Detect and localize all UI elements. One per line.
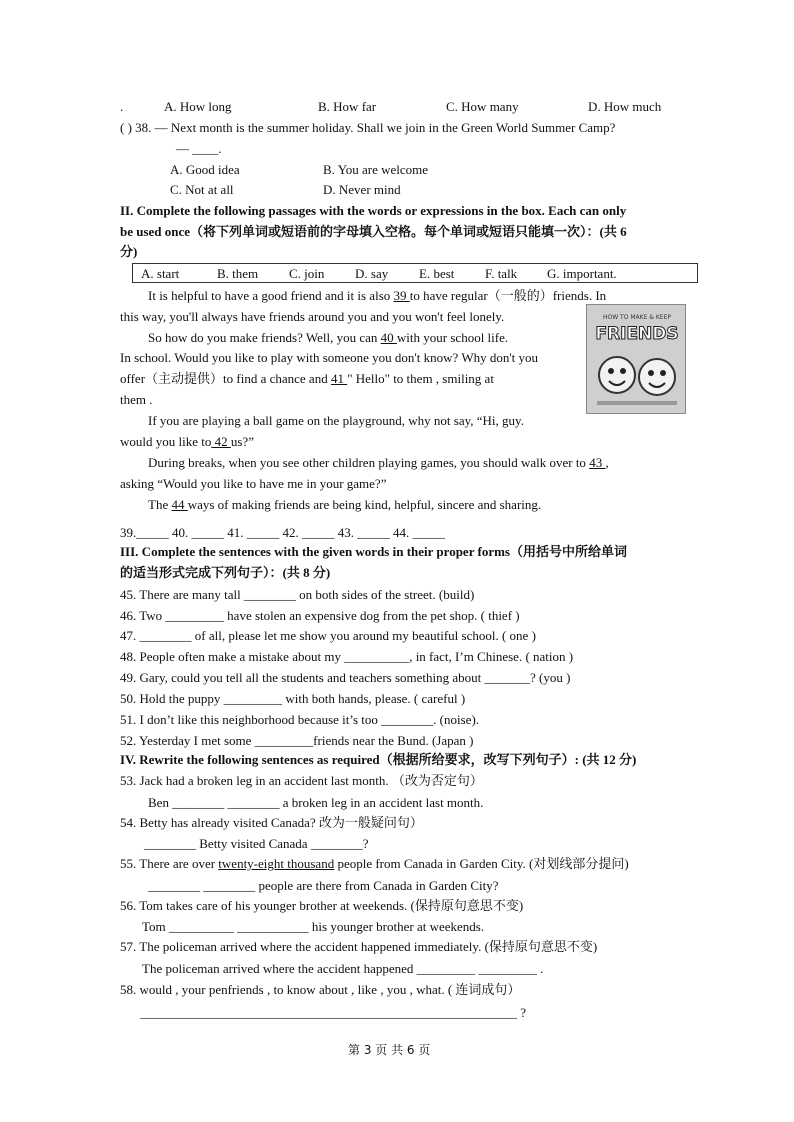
q56: 56. Tom takes care of his younger brother at weekends. (保持原句意思不变) bbox=[120, 898, 524, 913]
q53-answer: Ben ________ ________ a broken leg in an accident last month. bbox=[148, 795, 484, 810]
blank-43: 43 bbox=[589, 455, 606, 470]
q56-answer: Tom __________ ___________ his younger brother at weekends. bbox=[142, 919, 485, 934]
q38-answer-line: — ____. bbox=[176, 141, 222, 156]
q37-option-a: A. How long bbox=[164, 99, 232, 114]
q55-underlined: twenty-eight thousand bbox=[218, 856, 335, 871]
passage-line-9: During breaks, when you see other children playing games, you should walk over to 43 , bbox=[148, 455, 609, 470]
section3-heading-2: 的适当形式完成下列句子）：(共 8 分) bbox=[120, 565, 331, 580]
section4-heading: IV. Rewrite the following sentences as required（根据所给要求，改写下列句子）: (共 12 分) bbox=[120, 752, 637, 767]
q52: 52. Yesterday I met some _________friends near the Bund. (Japan ) bbox=[120, 733, 474, 748]
passage-line-11: The 44 ways of making friends are being kind, helpful, sincere and sharing. bbox=[148, 497, 542, 512]
q38-option-c: C. Not at all bbox=[170, 182, 234, 197]
q47: 47. ________ of all, please let me show you around my beautiful school. ( one ) bbox=[120, 628, 536, 643]
q38-question: ( ) 38. — Next month is the summer holiday. Shall we join in the Green World Summer Camp? bbox=[120, 120, 616, 135]
q46: 46. Two _________ have stolen an expensive dog from the pet shop. ( thief ) bbox=[120, 608, 520, 623]
picture-top-text: HOW TO MAKE & KEEP bbox=[602, 314, 672, 321]
picture-title-text: FRIENDS bbox=[595, 324, 679, 344]
q38-option-d: D. Never mind bbox=[323, 182, 401, 197]
friends-book-picture bbox=[586, 304, 686, 414]
friends-book-illustration bbox=[587, 305, 686, 414]
q48: 48. People often make a mistake about my __________, in fact, I’m Chinese. ( nation ) bbox=[120, 649, 574, 664]
q58-answer: __________________________________________________________ ? bbox=[140, 1005, 527, 1020]
q54: 54. Betty has already visited Canada? 改为一般疑问句） bbox=[120, 815, 423, 830]
blank-39: 39 bbox=[393, 288, 410, 303]
q49: 49. Gary, could you tell all the students and teachers something about _______? (you ) bbox=[120, 670, 571, 685]
section2-heading-3: 分) bbox=[120, 244, 138, 259]
passage-line-3: So how do you make friends? Well, you can 40 with your school life. bbox=[148, 330, 509, 345]
word-box bbox=[132, 263, 698, 283]
blank-42: 42 bbox=[211, 434, 231, 449]
blank-41: 41 bbox=[330, 371, 348, 386]
blank-40: 40 bbox=[380, 330, 397, 345]
q38-option-a: A. Good idea bbox=[170, 162, 240, 177]
word-box-b: B. them bbox=[217, 266, 259, 281]
passage-line-10: asking “Would you like to have me in your game?” bbox=[120, 476, 387, 491]
passage-line-8: would you like to 42 us?” bbox=[120, 434, 254, 449]
passage-line-2: this way, you'll always have friends around you and you won't feel lonely. bbox=[120, 309, 505, 324]
passage-line-1: It is helpful to have a good friend and it is also 39 to have regular（一般的）friends. In bbox=[148, 288, 607, 303]
q55: 55. There are over twenty-eight thousand people from Canada in Garden City. (对划线部分提问) bbox=[120, 856, 629, 871]
word-box-f: F. talk bbox=[485, 266, 518, 281]
word-box-d: D. say bbox=[355, 266, 389, 281]
q53: 53. Jack had a broken leg in an accident last month. （改为否定句） bbox=[120, 773, 483, 788]
section2-heading-2: be used once（将下列单词或短语前的字母填入空格。每个单词或短语只能填一次）：(共 6 bbox=[120, 224, 627, 239]
word-box-c: C. join bbox=[289, 266, 325, 281]
q37-option-c: C. How many bbox=[446, 99, 519, 114]
q51: 51. I don’t like this neighborhood because it’s too ________. (noise). bbox=[120, 712, 480, 727]
blank-44: 44 bbox=[171, 497, 188, 512]
q57-answer: The policeman arrived where the accident happened _________ _________ . bbox=[142, 961, 544, 976]
passage-line-4: In school. Would you like to play with someone you don't know? Why don't you bbox=[120, 350, 539, 365]
word-box-a: A. start bbox=[141, 266, 180, 281]
q38-option-b: B. You are welcome bbox=[323, 162, 429, 177]
q58: 58. would , your penfriends , to know about , like , you , what. ( 连词成句） bbox=[120, 982, 521, 997]
q45: 45. There are many tall ________ on both sides of the street. (build) bbox=[120, 587, 475, 602]
passage-line-5: offer（主动提供）to find a chance and 41 " Hello" to them , smiling at bbox=[120, 371, 494, 386]
q57: 57. The policeman arrived where the accident happened immediately. (保持原句意思不变) bbox=[120, 939, 598, 954]
q37-option-b: B. How far bbox=[318, 99, 377, 114]
page-footer: 第 3 页 共 6 页 bbox=[348, 1043, 431, 1057]
passage-line-7: If you are playing a ball game on the playground, why not say, “Hi, guy. bbox=[148, 413, 524, 428]
q55-answer: ________ ________ people are there from Canada in Garden City? bbox=[148, 878, 499, 893]
word-box-e: E. best bbox=[419, 266, 455, 281]
word-box-g: G. important. bbox=[547, 266, 617, 281]
q37-dot: . bbox=[120, 99, 124, 114]
passage-line-6: them . bbox=[120, 392, 153, 407]
q50: 50. Hold the puppy _________ with both hands, please. ( careful ) bbox=[120, 691, 466, 706]
q37-option-d: D. How much bbox=[588, 99, 662, 114]
section2-answer-row: 39._____ 40. _____ 41. _____ 42. _____ 43. _____ 44. _____ bbox=[120, 525, 445, 540]
q54-answer: ________ Betty visited Canada ________? bbox=[144, 836, 369, 851]
section3-heading-1: III. Complete the sentences with the given words in their proper forms（用括号中所给单词 bbox=[120, 544, 627, 559]
section2-heading-1: II. Complete the following passages with the words or expressions in the box. Each can only bbox=[120, 203, 627, 218]
